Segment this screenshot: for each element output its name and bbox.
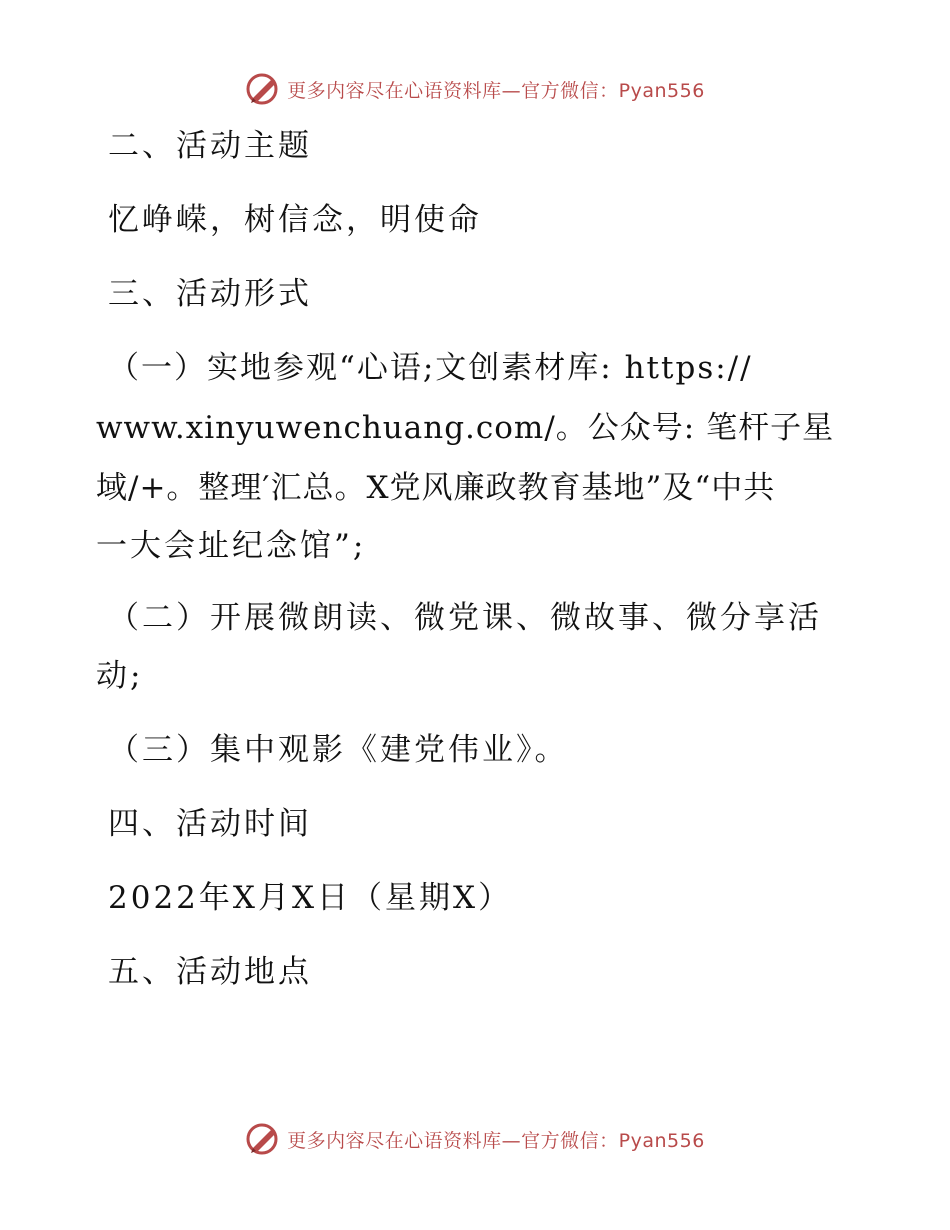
- paragraph-line: （一）实地参观“心语;文创素材库: https://: [108, 350, 753, 386]
- paragraph-line: 动;: [96, 658, 144, 694]
- section-heading-location: 五、活动地点: [108, 954, 312, 990]
- paragraph-line: 一大会址纪念馆”;: [96, 528, 367, 564]
- pen-logo-icon: [245, 72, 281, 106]
- paragraph-line: 域/+。整理′汇总。X党风廉政教育基地”及“中共: [96, 470, 776, 506]
- watermark-text: 更多内容尽在心语资料库—官方微信：Pyan556: [287, 79, 705, 102]
- section-heading-format: 三、活动形式: [108, 276, 312, 312]
- paragraph-line: （三）集中观影《建党伟业》。: [108, 732, 569, 768]
- watermark-text: 更多内容尽在心语资料库—官方微信：Pyan556: [287, 1129, 705, 1152]
- footer-watermark: [0, 1122, 950, 1156]
- section-heading-time: 四、活动时间: [108, 806, 312, 842]
- section-heading-theme: 二、活动主题: [108, 128, 312, 164]
- theme-text: 忆峥嵘，树信念，明使命: [108, 202, 482, 238]
- paragraph-line: （二）开展微朗读、微党课、微故事、微分享活: [108, 600, 822, 636]
- header-watermark: [0, 72, 950, 106]
- time-text: 2022年X月X日（星期X）: [108, 880, 513, 916]
- paragraph-line: www.xinyuwenchuang.com/。公众号: 笔杆子星: [96, 410, 835, 446]
- pen-logo-icon: [245, 1122, 281, 1156]
